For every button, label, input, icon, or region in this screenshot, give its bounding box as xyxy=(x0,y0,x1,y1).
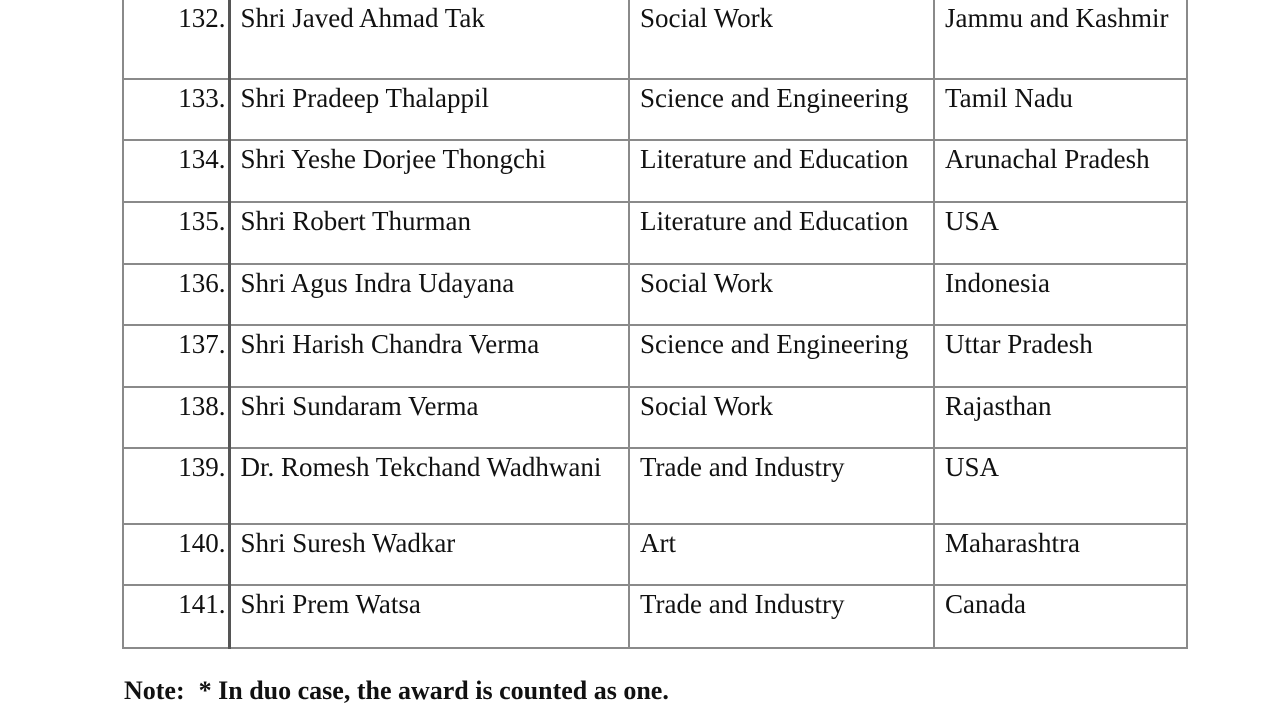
award-field: Literature and Education xyxy=(629,140,934,202)
awardee-name: Shri Yeshe Dorjee Thongchi xyxy=(229,140,629,202)
table-row xyxy=(123,264,1187,325)
awardee-name: Shri Pradeep Thalappil xyxy=(229,79,629,140)
awardee-name: Shri Prem Watsa xyxy=(229,585,629,648)
serial-number: 140. xyxy=(123,524,229,585)
table-row xyxy=(123,448,1187,524)
note-text: * In duo case, the award is counted as one. xyxy=(198,676,669,705)
award-field: Science and Engineering xyxy=(629,325,934,387)
award-field: Social Work xyxy=(629,264,934,325)
awardee-name: Shri Harish Chandra Verma xyxy=(229,325,629,387)
awardee-state: Arunachal Pradesh xyxy=(934,140,1187,202)
table-row xyxy=(123,0,1187,79)
footnote xyxy=(124,676,669,706)
serial-number: 137. xyxy=(123,325,229,387)
awardee-name: Shri Javed Ahmad Tak xyxy=(229,0,629,79)
serial-number: 136. xyxy=(123,264,229,325)
award-field: Social Work xyxy=(629,387,934,448)
table-row xyxy=(123,524,1187,585)
award-field: Trade and Industry xyxy=(629,585,934,648)
award-field: Art xyxy=(629,524,934,585)
awardee-name: Shri Sundaram Verma xyxy=(229,387,629,448)
table-row xyxy=(123,79,1187,140)
awardee-state: Tamil Nadu xyxy=(934,79,1187,140)
state-text: Jammu and Kashmir xyxy=(945,3,1169,33)
table-row xyxy=(123,202,1187,264)
serial-number: 133. xyxy=(123,79,229,140)
serial-number: 134. xyxy=(123,140,229,202)
table-row xyxy=(123,140,1187,202)
awardee-state: Indonesia xyxy=(934,264,1187,325)
table-row xyxy=(123,325,1187,387)
awardee-state xyxy=(934,0,1187,79)
awardee-state: USA xyxy=(934,202,1187,264)
award-field: Science and Engineering xyxy=(629,79,934,140)
serial-number: 139. xyxy=(123,448,229,524)
note-label: Note: xyxy=(124,676,185,705)
awardees-table xyxy=(122,0,1188,649)
awardee-name: Shri Suresh Wadkar xyxy=(229,524,629,585)
awardee-name: Shri Agus Indra Udayana xyxy=(229,264,629,325)
award-field: Literature and Education xyxy=(629,202,934,264)
awardee-name: Shri Robert Thurman xyxy=(229,202,629,264)
table-row xyxy=(123,585,1187,648)
serial-number: 132. xyxy=(123,0,229,79)
awardee-state: Uttar Pradesh xyxy=(934,325,1187,387)
awardee-state: USA xyxy=(934,448,1187,524)
awardee-state: Canada xyxy=(934,585,1187,648)
awardees-table-container xyxy=(122,0,1186,649)
award-field: Trade and Industry xyxy=(629,448,934,524)
serial-number: 138. xyxy=(123,387,229,448)
award-field: Social Work xyxy=(629,0,934,79)
serial-number: 135. xyxy=(123,202,229,264)
awardee-name xyxy=(229,448,629,524)
table-row xyxy=(123,387,1187,448)
awardee-state: Maharashtra xyxy=(934,524,1187,585)
serial-number: 141. xyxy=(123,585,229,648)
awardee-state: Rajasthan xyxy=(934,387,1187,448)
name-text: Dr. Romesh Tekchand Wadhwani xyxy=(240,452,602,482)
